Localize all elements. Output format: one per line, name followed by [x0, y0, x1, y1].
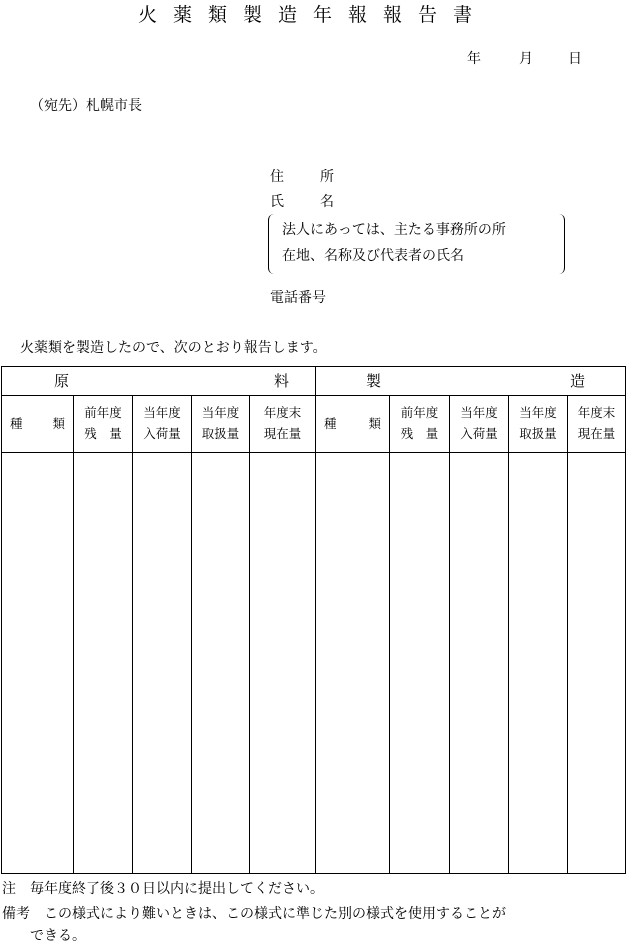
date-year-label: 年 [467, 51, 481, 67]
raw-kind-cell[interactable] [2, 453, 74, 874]
addressee: （宛先）札幌市長 [30, 98, 142, 114]
manufacture-header [316, 367, 626, 396]
mfg-handled-header [509, 396, 568, 453]
raw-kind-header [2, 396, 74, 453]
raw-received-cell[interactable] [133, 453, 192, 874]
raw-kind-header-char2: 類 [52, 415, 65, 431]
mfg-prev-remaining-header [390, 396, 450, 453]
raw-handled-cell[interactable] [192, 453, 250, 874]
date-day-label: 日 [568, 51, 582, 67]
raw-material-header-char1: 原 [54, 371, 70, 390]
remarks-line2: できる。 [30, 928, 86, 944]
mfg-year-end-cell[interactable] [568, 453, 626, 874]
raw-handled-line2: 取扱量 [201, 426, 240, 441]
deadline-note: 注 毎年度終了後３０日以内に提出してください。 [2, 881, 324, 897]
raw-prev-remaining-line2: 残 量 [84, 426, 122, 441]
name-label-char1: 氏 [270, 194, 284, 210]
raw-received-line1: 当年度 [143, 405, 181, 421]
address-label-char1: 住 [270, 169, 284, 185]
raw-prev-remaining-line1: 前年度 [84, 405, 122, 421]
document-title: 火薬類製造年報報告書 [137, 4, 488, 26]
mfg-kind-header [316, 396, 390, 453]
raw-received-line2: 入荷量 [143, 426, 181, 441]
raw-kind-header-char1: 種 [10, 415, 23, 431]
mfg-received-line1: 当年度 [460, 405, 498, 421]
date-month-label: 月 [519, 51, 533, 67]
mfg-prev-remaining-line1: 前年度 [400, 405, 439, 421]
raw-handled-line1: 当年度 [201, 405, 240, 421]
table-entry-row [2, 453, 626, 874]
mfg-handled-cell[interactable] [509, 453, 568, 874]
mfg-handled-line1: 当年度 [519, 405, 557, 421]
name-label-char2: 名 [320, 194, 334, 210]
corporate-note-line1: 法人にあっては、主たる事務所の所 [282, 222, 506, 238]
report-table [1, 366, 626, 874]
mfg-received-line2: 入荷量 [460, 426, 498, 441]
raw-year-end-line1: 年度末 [263, 405, 302, 421]
mfg-received-cell[interactable] [450, 453, 509, 874]
phone-label: 電話番号 [270, 290, 326, 306]
mfg-year-end-header [568, 396, 626, 453]
raw-year-end-cell[interactable] [250, 453, 316, 874]
raw-year-end-header [250, 396, 316, 453]
raw-material-header [2, 367, 316, 396]
raw-year-end-line2: 現在量 [263, 426, 302, 441]
intro-text: 火薬類を製造したので、次のとおり報告します。 [20, 340, 327, 356]
mfg-kind-cell[interactable] [316, 453, 390, 874]
raw-prev-remaining-header [74, 396, 133, 453]
raw-material-header-char2: 料 [274, 371, 290, 390]
mfg-handled-line2: 取扱量 [519, 426, 557, 441]
corporate-note-line2: 在地、名称及び代表者の氏名 [282, 248, 464, 264]
address-label-char2: 所 [320, 169, 334, 185]
manufacture-header-char1: 製 [366, 371, 382, 390]
manufacture-header-char2: 造 [570, 371, 586, 390]
mfg-prev-remaining-cell[interactable] [390, 453, 450, 874]
mfg-prev-remaining-line2: 残 量 [400, 426, 439, 441]
mfg-year-end-line1: 年度末 [577, 405, 616, 421]
raw-prev-remaining-cell[interactable] [74, 453, 133, 874]
remarks-line1: 備考 この様式により難いときは、この様式に準じた別の様式を使用することが [2, 906, 506, 922]
mfg-year-end-line2: 現在量 [577, 426, 616, 441]
mfg-kind-header-char1: 種 [324, 415, 337, 431]
mfg-received-header [450, 396, 509, 453]
raw-handled-header [192, 396, 250, 453]
raw-received-header [133, 396, 192, 453]
mfg-kind-header-char2: 類 [368, 415, 382, 431]
